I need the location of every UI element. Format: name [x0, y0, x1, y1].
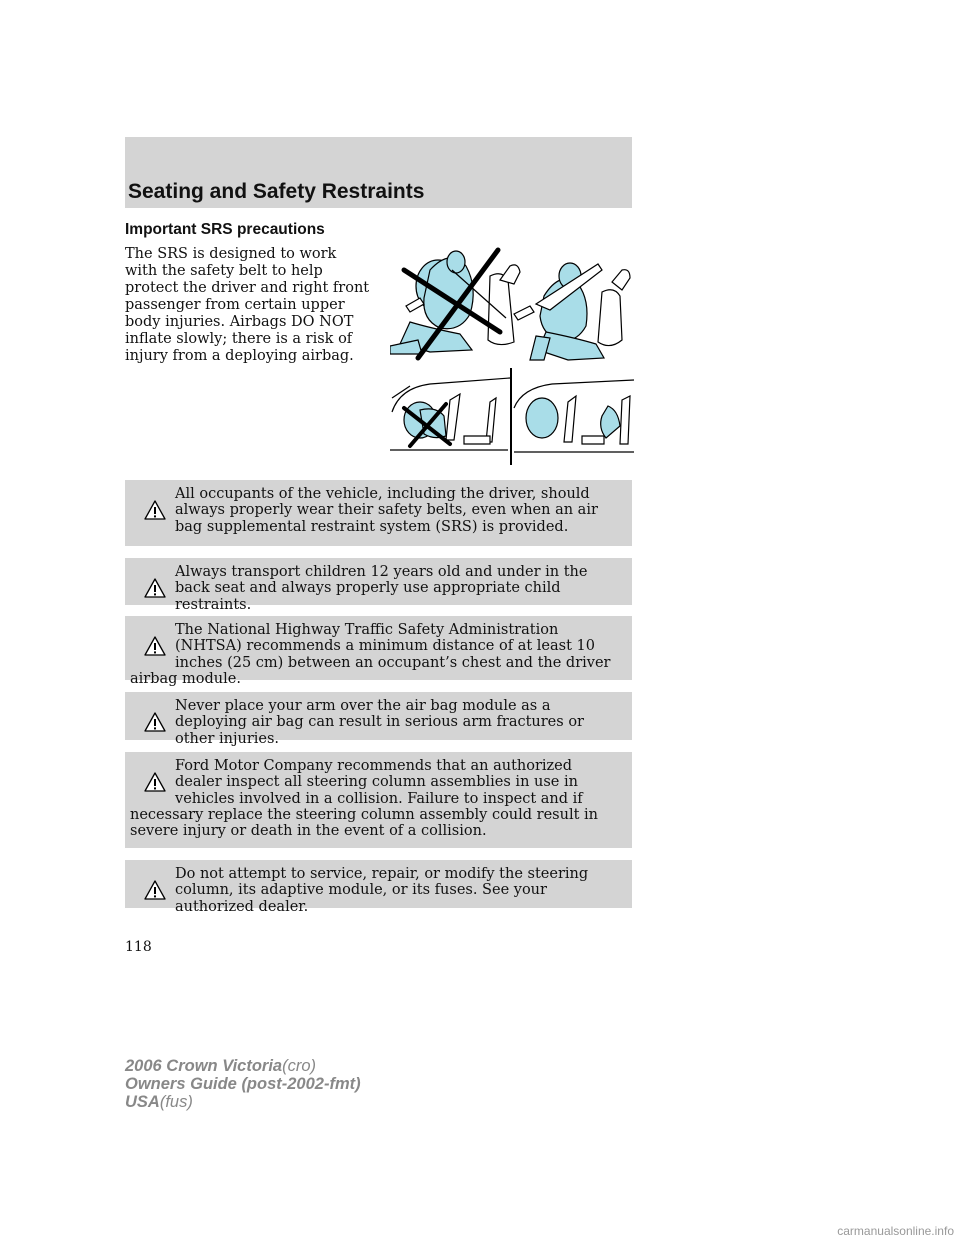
warning-triangle-icon [130, 486, 170, 520]
watermark: carmanualsonline.info [837, 1224, 954, 1238]
footer-model-code: (cro) [282, 1057, 317, 1075]
footer-region-code: (fus) [159, 1093, 193, 1111]
warning-text-4: Never place your arm over the air bag module as a deploying air bag can result in serious arm fractures or other injuries. [175, 698, 584, 747]
page-title: Seating and Safety Restraints [128, 180, 425, 203]
occupant-correct-scene [514, 263, 630, 360]
footer-region: USA [125, 1093, 160, 1111]
footer-line-3 [125, 1093, 361, 1111]
footer-model: 2006 Crown Victoria [125, 1057, 283, 1075]
warning-box-2 [125, 558, 632, 613]
warning-box-3 [125, 616, 632, 687]
warning-text-6: Do not attempt to service, repair, or modify the steering column, its adaptive module, or its fuses. See your authorized dealer. [175, 866, 589, 915]
warning-box-1 [125, 480, 632, 546]
intro-paragraph: The SRS is designed to work with the safety belt to help protect the driver and right front passenger from certain upper body injuries. Airbags DO NOT inflate slowly; there is a risk of injury from a deploying airbag. [125, 246, 370, 364]
warning-triangle-icon [130, 698, 170, 732]
warning-box-4 [125, 692, 632, 747]
footer-line-1 [125, 1057, 361, 1075]
footer-line-2 [125, 1075, 361, 1093]
warning-text-1: All occupants of the vehicle, including the driver, should always properly wear their safety belts, even when an air bag supplemental restraint system (SRS) is provided. [175, 486, 598, 535]
airbag-illustration [390, 240, 635, 465]
warning-triangle-icon [130, 622, 170, 656]
footer-guide: Owners Guide (post-2002-fmt) [125, 1075, 361, 1093]
warning-text-2: Always transport children 12 years old and under in the back seat and always properly use appropriate child restraints. [175, 564, 588, 613]
child-back-seat-scene [514, 380, 634, 452]
warning-text-5: Ford Motor Company recommends that an authorized dealer inspect all steering column assemblies in use in vehicles involved in a collision. Failure to inspect and if necessary replace the steering column assembly could result in severe injury or death in the event of a collision. [130, 758, 599, 840]
warning-triangle-icon [130, 564, 170, 598]
page-number: 118 [125, 939, 152, 955]
warning-triangle-icon [130, 866, 170, 900]
warning-box-5 [125, 752, 632, 848]
warning-text-3: The National Highway Traffic Safety Administration (NHTSA) recommends a minimum distance of at least 10 inches (25 cm) between an occupant’s chest and the driver airbag module. [130, 622, 611, 687]
warning-triangle-icon [130, 758, 170, 792]
warning-box-6 [125, 860, 632, 915]
section-heading: Important SRS precautions [125, 221, 325, 238]
child-front-seat-scene [390, 378, 510, 450]
document-footer [125, 1057, 361, 1111]
